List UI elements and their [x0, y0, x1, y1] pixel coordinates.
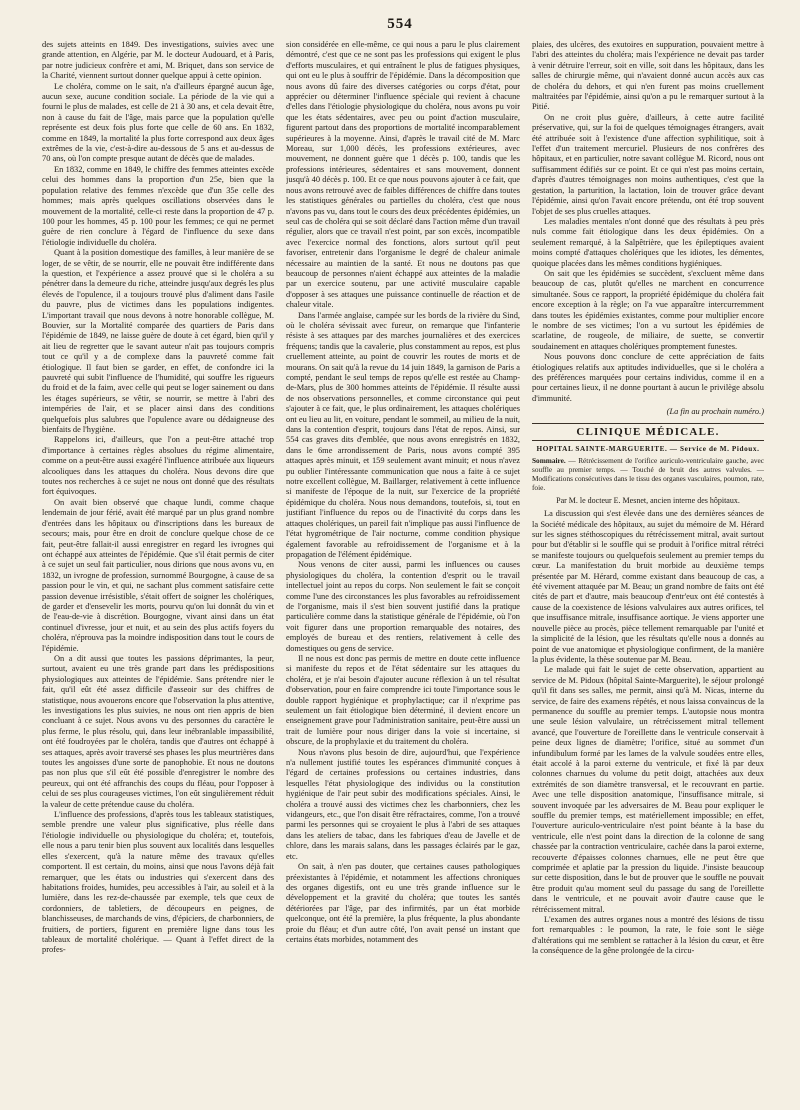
column-middle: [286, 40, 520, 1100]
continuation-note: (La fin au prochain numéro.): [666, 407, 764, 417]
summary-lead: Sommaire.: [532, 456, 566, 466]
paragraph: On ne croit plus guère, d'ailleurs, à cette autre facilité préservative, qui, sur la foi de quelques témoignages étrangers, avait été attribuée soit à l'existence d'une affection syphilitique, soit à l'effet d'un traitement mercuriel. Plusieurs de nos confrères des hôpitaux, et en particulier, notre savant collègue M. Ricord, nous ont suffisamment édifiés sur ce point. Et ce qui n'est pas moins certain, d'après d'autres témoignages non moins authentiques, c'est que la gestation, la parturition, la lactation, loin de trouver grâce devant l'épidémie, ainsi qu'on l'avait encore prétendu, ont été trop souvent l'objet de ses plus cruelles attaques.: [532, 112, 764, 216]
summary: [532, 456, 764, 492]
byline: Par M. le docteur E. Mesnet, ancien interne des hôpitaux.: [556, 496, 740, 506]
paragraph: La discussion qui s'est élevée dans une des dernières séances de la Société médicale des hôpitaux, au sujet du mémoire de M. Hérard sur les signes stéthoscopiques du rétrécissement mitral, avait surtout pour but d'établir si le souffle qui se produit à l'orifice mitral rétréci se manifeste toujours ou quelquefois seulement au premier temps du cœur. La manifestation du bruit morbide au deuxième temps présentée par M. Hérard, comme existant dans beaucoup de cas, a été vivement attaquée par M. Beau; un grand nombre de faits ont été cités de part et d'autre, mais beaucoup d'entr'eux ont été contestés à cause de la coexistence de lésions valvulaires aux autres orifices, tel que insuffisance mitrale, insuffisance aortique. Je viens apporter une nouvelle pièce au procès, pièce tellement remarquable par l'unité et la simplicité de la lésion, que les résultats qu'elle nous a donnés au point de vue anatomique et physiologique confirment, de la manière la plus évidente, la thèse soutenue par M. Beau.: [532, 509, 764, 664]
paragraph: Rappelons ici, d'ailleurs, que l'on a peut-être attaché trop d'importance à certaines règles absolues du régime alimentaire, comme on a peut-être aussi exagéré l'influence attribuée aux liqueurs alcooliques dans les attaques du choléra. Nous devons dire que toutes nos recherches à ce sujet ne nous ont donné que des résultats fort équivoques.: [42, 435, 274, 497]
hospital-heading: HOPITAL SAINTE-MARGUERITE. — Service de M. Pidoux.: [536, 445, 760, 454]
paragraph: Il ne nous est donc pas permis de mettre en doute cette influence si manifeste du repos et de l'état sédentaire sur les attaques du choléra, et je n'ai besoin d'ajouter aucune réflexion à un tel résultat d'observation, pour en faire comprendre ici toute l'importance sous le double rapport hygiénique et prophylactique; car il n'exprime pas seulement un fait étiologique bien déterminé, il devient encore un enseignement grave pour l'administration sanitaire, peut-être aussi un trait de lumière pour nous diriger dans la voie si incertaine, si obscure, de la prophylaxie et du traitement du choléra.: [286, 653, 520, 747]
paragraph: Nous pouvons donc conclure de cette appréciation de faits étiologiques relatifs aux aptitudes individuelles, que si le choléra a des préférences marquées pour certains individus, comme il en a pour certaines lieux, il ne donne pourtant à aucun le privilège absolu d'immunité.: [532, 352, 764, 403]
column-left: [42, 40, 274, 1100]
section-rule-bottom: [532, 440, 764, 441]
paragraph: L'examen des autres organes nous a montré des lésions de tissu fort remarquables : le poumon, la rate, le foie sont le siège d'altérations qui me semblent se rattacher à la lésion du cœur, et être la conséquence de la gêne prolongée de la circu-: [532, 915, 764, 956]
paragraph: On sait que les épidémies se succèdent, s'excluent même dans beaucoup de cas, plutôt qu'elles ne marchent en concurrence simultanée. Sous ce rapport, la propriété épidémique du choléra fait encore exception à la règle; on l'a vue apparaître intercurremment dans toutes les épidémies existantes, comme pour multiplier encore le nombre de ses victimes; l'on a vu surtout les épidémies de scarlatine, de rougeole, de miliaire, de suette, se convertir soudainement en attaques cholériques promptement funestes.: [532, 268, 764, 351]
page-number: 554: [387, 16, 413, 32]
column-right: [532, 40, 764, 1100]
paragraph: sion considérée en elle-même, ce qui nous a paru le plus clairement démontré, c'est que ce ne sont pas les professions qui exigent le plus d'efforts musculaires, et qui entraînent le plus de fatigues physiques, qui ont eu le plus à souffrir de l'épidémie. Dans la décomposition que nous avons dû faire des diverses catégories ou corps d'état, pour apprécier ou déterminer l'influence spéciale qui revient à chacune d'elles dans l'étiologie physiologique du choléra, nous avons pu voir que les états sédentaires, avec peu ou point d'action musculaire, figurent partout dans des proportions de mortalité incomparablement supérieures à la moyenne. Ainsi, d'après le travail cité de M. Marc Moreau, sur 1,000 décès, les professions extérieures, avec mouvement, ne donnent guère que 1 décès p. 100, tandis que les professions intérieures, sédentaires et sans mouvement, donnent jusqu'à 40 décès p. 100. Et ce que nous pouvons ajouter à ce fait, que nous avons retrouvé avec de faibles différences de chiffre dans toutes les statistiques générales ou partielles du choléra, c'est que nous n'avons pas vu, dans tout le cours des deux précédentes épidémies, un seul cas de choléra qui se soit déclaré dans l'action même d'un travail régulier, alors que ce travail n'est point, par son excès, incompatible avec l'exercice normal des fonctions, alors surtout qu'il peut favoriser, entretenir dans l'organisme le degré de chaleur animale nécessaire au maintien de la santé. Et nous ne doutons pas que beaucoup de personnes n'aient échappé aux atteintes de la maladie par un exercice soutenu, par une activité musculaire capable d'opposer à ses attaques une puissance continuelle de réaction et de chaleur vitale.: [286, 40, 520, 310]
paragraph: des sujets atteints en 1849. Des investigations, suivies avec une grande attention, en Algérie, par M. le docteur Audouard, et à Paris, par notre judicieux confrère et ami, M. Briquet, dans son service de la Charité, viennent surtout donner quelque appui à cette opinion.: [42, 40, 274, 81]
section-title: CLINIQUE MÉDICALE.: [576, 426, 720, 439]
summary-text: — Rétrécissement de l'orifice auriculo-ventriculaire gauche, avec souffle au premier temps. — Touché de bruit des autres valvules. — Modifications consécutives dans le tissu des organes vasculaires, poumon, rate, foie.: [532, 456, 764, 493]
paragraph: On sait, à n'en pas douter, que certaines causes pathologiques préexistantes à l'épidémie, et notamment les affections chroniques des organes digestifs, ont eu une très grande influence sur le développement et la gravité du choléra; que toutes les santés détériorées par l'âge, par des infirmités, par un état morbide quelconque, ont été la première, la plus fréquente, la plus abondante proie du fléau; et d'un autre côté, l'on avait pensé un instant que certains états morbides, notamment des: [286, 862, 520, 944]
paragraph: plaies, des ulcères, des exutoires en suppuration, pouvaient mettre à l'abri des atteintes du choléra; mais l'expérience ne devait pas tarder à venir détruire l'erreur, soit en ville, soit dans les hôpitaux, dans les salles de chirurgie même, qui n'avaient donné aucun accès aux cas de choléra du dehors, et qui n'en furent pas moins cruellement maltraitées par l'épidémie, ainsi qu'on a pu le remarquer surtout à la Pitié.: [532, 40, 764, 112]
paragraph: Dans l'armée anglaise, campée sur les bords de la rivière du Sind, où le choléra sévissait avec fureur, on remarque que l'infanterie résiste à ses attaques par des marches journalières et des exercices fréquens; tandis que la cavalerie, plus constamment au repos, est plus cruellement atteinte, au point de couvrir les routes de morts et de mourans. On sait qu'à la revue du 14 juin 1849, la garnison de Paris a compté, pendant le seul temps de repos qu'elle est restée au Champ-de-Mars, plus de 300 hommes atteints de l'épidémie. Il résulte aussi de nos observations personnelles, et comme circonstance qui peut s'ajouter à ce fait, que, le plus ordinairement, les attaques cholériques ont eu lieu au lit, en voiture, pendant le sommeil, au milieu de la nuit, dans la contention d'esprit, toujours dans l'état de repos. Ainsi, sur 554 cas graves dits d'emblée, que nous avons enregistrés en 1832, dans le 6me arrondissement de Paris, nous avons compté 395 attaques après minuit, et 159 seulement avant minuit; et nous n'avez pu oublier l'intéressante communication que nous a faite à ce sujet notre excellent collègue, M. Baillarger, relativement à cette influence si manifeste de l'époque de la nuit, sur l'exercice de la propriété épidémique du choléra. Nous nous demandons, toutefois, si, tout en justifiant l'influence du repos ou de l'inactivité du corps dans les attaques cholériques, un pareil fait n'implique pas aussi l'influence de l'état hygrométrique de l'air nocturne, comme condition physique également favorable au refroidissement de l'organisme et à la propagation de l'élément épidémique.: [286, 310, 520, 559]
paragraph: Nous venons de citer aussi, parmi les influences ou causes physiologiques du choléra, la contention d'esprit ou le travail intellectuel joint au repos du corps. Non seulement le fait se conçoit comme l'une des circonstances les plus favorables au refroidissement de l'organisme, mais il s'est bien souvent justifié dans la pratique particulière comme dans la statistique générale de l'épidémie, où l'on voit figurer dans une proportion remarquable des notaires, des employés de bureau et des rentiers, relativement à celle des domestiques ou gens de service.: [286, 560, 520, 653]
paragraph: L'influence des professions, d'après tous les tableaux statistiques, semble prendre une valeur plus significative, plus réelle dans l'étiologie individuelle ou physiologique du choléra; et, toutefois, elle nous a paru tenir bien plus souvent aux localités dans lesquelles elles s'exercent, qu'à la nature même des travaux qu'elles comportent. Il est certain, du moins, ainsi que nous l'avons déjà fait remarquer, que les états ou industries qui s'exercent dans des habitations froides, humides, peu accessibles à l'air, au soleil et à la lumière, dans les rez-de-chaussée par exemple, tels que ceux de cordonniers, de tabletiers, de découpeurs en peignes, de blanchisseuses, de marchands de vins, d'épiciers, de charbonniers, de fruitiers, de portiers, figurent en première ligne dans tous les tableaux de mortalité cholérique. — Quant à l'effet direct de la profes-: [42, 810, 274, 955]
paragraph: En 1832, comme en 1849, le chiffre des femmes atteintes excède celui des hommes dans la proportion d'un 25e, bien que la population relative des femmes n'excède que d'un 35e celle des hommes; mais après quelques oscillations observées dans le mouvement de la mortalité, celle-ci reste dans la proportion de 47 p. 100 pour les hommes, 45 p. 100 pour les femmes; ce qui ne permet guère de rien conclure à l'égard de l'influence du sexe dans l'étiologie individuelle du choléra.: [42, 164, 274, 247]
paragraph: Le malade qui fait le sujet de cette observation, appartient au service de M. Pidoux (hôpital Sainte-Marguerite), le séjour prolongé qu'il fit dans ses salles, me permit, ainsi qu'à M. Nicas, interne du service, de faire des examens répétés, et nous laissa convaincus de la permanence du souffle au premier temps. L'autopsie nous montra une seule lésion valvulaire, un rétrécissement mitral tellement avancé, que l'ouverture de l'oreillette dans le ventricule conservait à peine deux lignes de diamètre; l'orifice, situé au sommet d'un infundibulum formé par les lames de la valvule soudées entre elles, était accolé à la paroi externe du ventricule, et fixé là par deux colonnes charnues du volume du petit doigt, attachées aux deux extrémités de son diamètre transversal, et le recouvrant en partie. Avec une telle disposition anatomique, l'insuffisance mitrale, si souvent invoquée par les adversaires de M. Beau pour expliquer le souffle du premier temps, est matériellement impossible; en effet, l'ouverture auriculo-ventriculaire n'est point béante à la base du ventricule, elle n'est point dans la direction de la colonne de sang chassée par la contraction ventriculaire, cachée dans la paroi externe, recouverte d'épaisses colonnes charnues, elle ne peut être que comprimée et aplatie par la pression du liquide. J'insiste beaucoup sur cette disposition, dans le but de prouver que le souffle ne pouvait être produit qu'au moment seul du passage du sang de l'oreillette dans le ventricule, et ne pouvait avoir d'autre cause que le rétrécissement mitral.: [532, 665, 764, 914]
paragraph: Les maladies mentales n'ont donné que des résultats à peu près nuls comme fait étiologique dans les deux épidémies. On a seulement remarqué, à la Salpêtrière, que les épileptiques avaient moins compté d'attaques cholériques que les idiotes, les démentes, quoique placées dans les mêmes conditions hygiéniques.: [532, 216, 764, 268]
paragraph: On a dit aussi que toutes les passions déprimantes, la peur, surtout, avaient eu une très grande part dans les prédispositions physiologiques aux atteintes de l'épidémie. Sans prétendre nier le fait, qu'il eût été assez difficile d'asseoir sur des chiffres de statistique, nous avouerons encore que l'observation la plus attentive, les investigations les plus suivies, ne nous ont rien appris de bien concluant à ce sujet. Nous avons vu des personnes du caractère le plus ferme, le plus résolu, qui, dans leur inébranlable impassibilité, ont été foudroyées par le choléra, tandis que d'autres ont échappé à ses attaques, après avoir traversé ses phases les plus meurtrières dans toutes les angoisses d'une sorte de panophobie. Et nous ne doutons pas non plus que s'il eût été possible d'enregistrer le nombre des peureux, qui ont été affranchis des coups du fléau, pour l'opposer à celui de ses plus courageuses victimes, l'on eût singulièrement réduit la valeur de cette prétendue cause du choléra.: [42, 653, 274, 809]
paragraph: Le choléra, comme on le sait, n'a d'ailleurs épargné aucun âge, aucun sexe, aucune condition sociale. La période de la vie qui a fourni le plus de malades, est celle de 21 à 30 ans, et cela devait être, non à cause du fait de l'âge, mais parce que la population qu'elle représente est deux fois plus forte que celle de 60 ans. En 1832, comme en 1849, la mortalité la plus forte correspond aux deux âges extrêmes de la vie, c'est-à-dire au-dessous de 5 ans et au-dessus de 70 ans, où l'on compte presque autant de décès que de malades.: [42, 81, 274, 164]
section-rule-top: [532, 423, 764, 424]
paragraph: Quant à la position domestique des familles, à leur manière de se loger, de se vêtir, de se nourrir, elle ne pouvait être indifférente dans la question, et l'expérience a assez prouvé que si le choléra a su pénétrer dans la demeure du riche, atteindre jusqu'aux degrés les plus élevés de l'opulence, il a toujours trouvé plus d'aliment dans l'asile du pauvre, plus de victimes dans les populations indigentes. L'important travail que nous devons à notre honorable collègue, M. Bouvier, sur la Mortalité comparée des quartiers de Paris dans l'épidémie de 1849, ne laisse guère de doute à cet égard, bien qu'il y ait lieu de regretter que le savant auteur n'ait pas toujours compris tout ce qu'il y a de complexe dans la pauvreté comme fait étiologique. Il faut bien se garder, en effet, de confondre ici la pauvreté qui subit l'influence de l'humidité, qui souffre les rigueurs du froid et de la faim, avec celle qui peut se loger sainement ou dans les étages supérieurs, se vêtir, se nourrir, se mettre à l'abri des intempéries de l'air, et se placer ainsi dans des conditions quelquefois plus salubres que l'opulence avare ou dédaigneuse des bienfaits de l'hygiène.: [42, 248, 274, 435]
article-columns: [42, 40, 764, 1100]
paragraph: On avait bien observé que chaque lundi, comme chaque lendemain de jour férié, avait été marqué par un plus grand nombre d'entrées dans les hôpitaux ou d'inscriptions dans les bureaux de secours; mais, pour être en droit de conclure quelque chose de ce fait, peut-être fallait-il aussi enregistrer en regard les ivrognes qui ont échappé aux atteintes de l'épidémie. Que s'il était permis de citer à ce sujet un seul fait particulier, nous dirions que nous avons vu, en 1832, un ivrogne de profession, surnommé Bourgogne, à cause de sa passion pour le vin, et qui, ne sachant plus comment satisfaire cette passion devenue irrésistible, s'était offert de soigner les cholériques, de garder et d'ensevelir les morts, pourvu qu'on lui donnât du vin et de l'eau-de-vie à discrétion. Bourgogne, vivant ainsi dans un état continuel d'ivresse, jour et nuit, et au sein des plus actifs foyers du choléra, n'éprouva pas la moindre indisposition dans tout le cours de l'épidémie.: [42, 497, 274, 653]
paragraph: Nous n'avons plus besoin de dire, aujourd'hui, que l'expérience n'a nullement justifié toutes les espérances d'immunité conçues à l'égard de certaines professions ou certaines industries, dans lesquelles l'état physiologique des individus ou la constitution hygiénique de l'air peut subir des modifications spéciales. Ainsi, le choléra a trouvé aussi des victimes chez les charbonniers, chez les vidangeurs, etc., que l'on disait être réfractaires, comme, l'on a trouvé parmi les personnes qui se croyaient le plus à l'abri de ses attaques dans les ateliers de tabac, dans les fabriques d'eau de Javelle et de chlore, dans les marais salans, dans les passages éclairés par le gaz, etc.: [286, 747, 520, 861]
